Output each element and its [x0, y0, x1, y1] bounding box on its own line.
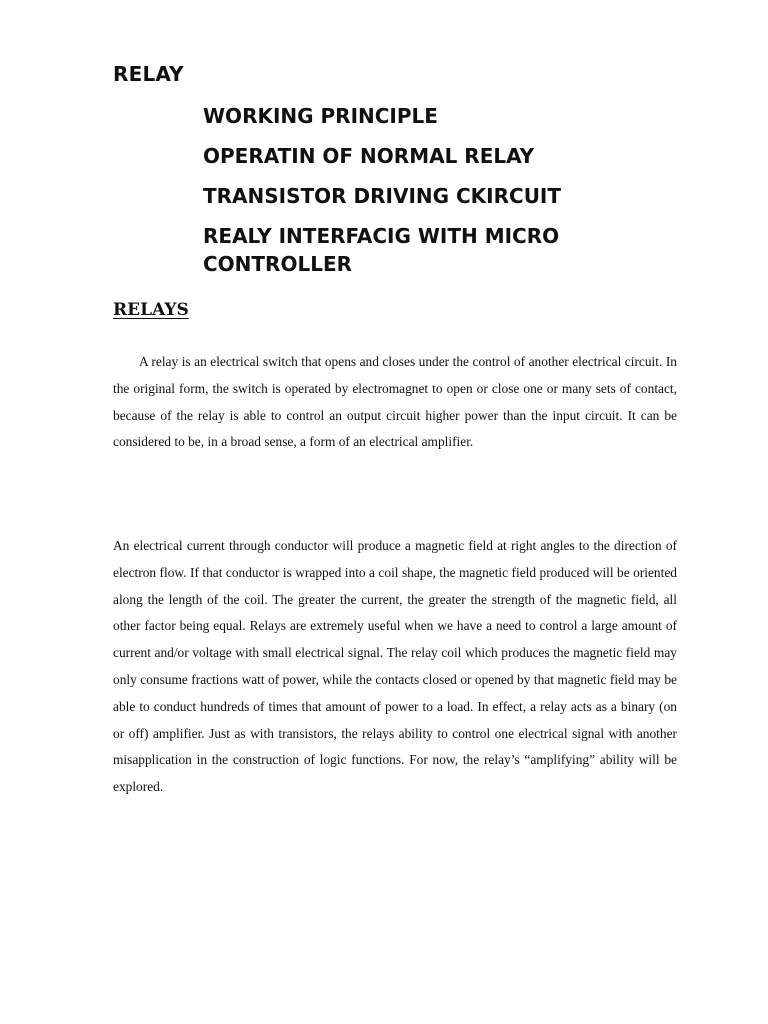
- topic-list: [203, 102, 623, 290]
- topic-item: WORKING PRINCIPLE: [203, 104, 438, 128]
- document-title: RELAY: [113, 62, 184, 86]
- body-paragraph: A relay is an electrical switch that opens and closes under the control of another electrical circuit. In the original form, the switch is operated by electromagnet to open or close one or many sets of contact, because of the relay is able to control an output circuit higher power than the input circuit. It can be considered to be, in a broad sense, a form of an electrical amplifier.: [113, 354, 677, 450]
- topic-item: TRANSISTOR DRIVING CKIRCUIT: [203, 184, 562, 208]
- section-heading: RELAYS: [113, 300, 189, 320]
- topic-item: REALY INTERFACIG WITH MICRO CONTROLLER: [203, 224, 560, 276]
- body-paragraph: An electrical current through conductor will produce a magnetic field at right angles to the direction of electron flow. If that conductor is wrapped into a coil shape, the magnetic field produced will be oriented along the length of the coil. The greater the current, the greater the strength of the magnetic field, all other factor being equal. Relays are extremely useful when we have a need to control a large amount of current and/or voltage with small electrical signal. The relay coil which produces the magnetic field may only consume fractions watt of power, while the contacts closed or opened by that magnetic field may be able to conduct hundreds of times that amount of power to a load. In effect, a relay acts as a binary (on or off) amplifier. Just as with transistors, the relays ability to control one electrical signal with another misapplication in the construction of logic functions. For now, the relay’s “amplifying” ability will be explored.: [113, 538, 677, 795]
- topic-item: OPERATIN OF NORMAL RELAY: [203, 144, 535, 168]
